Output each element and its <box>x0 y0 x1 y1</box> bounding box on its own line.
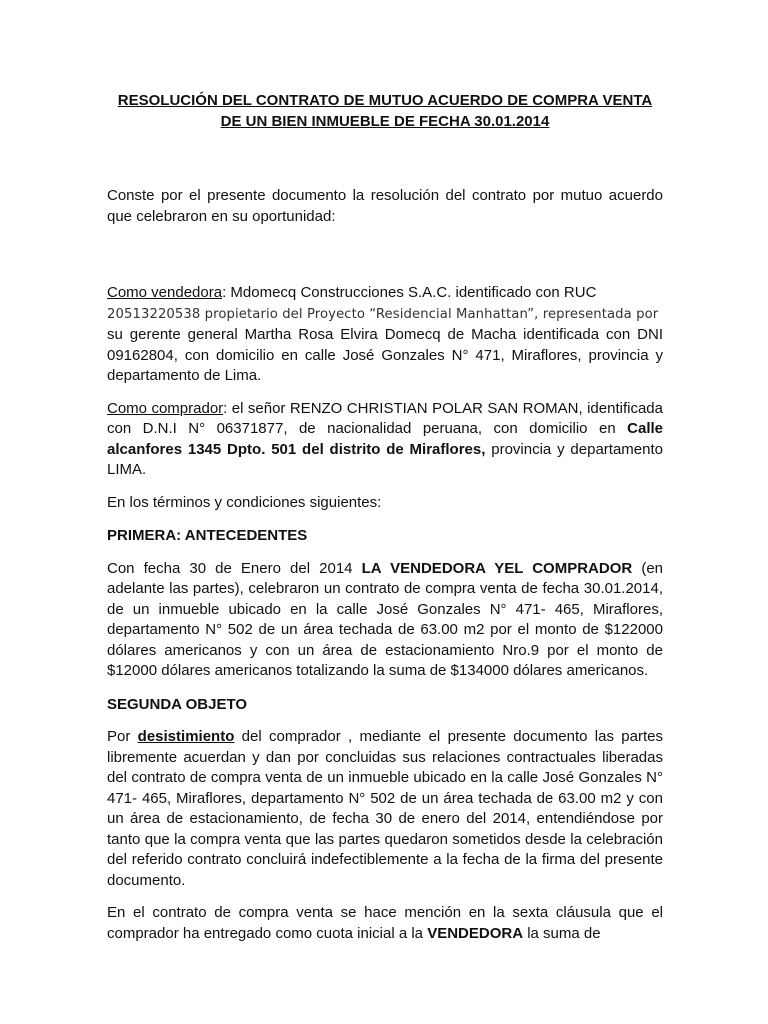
title-line-1: RESOLUCIÓN DEL CONTRATO DE MUTUO ACUERDO DE COMPRA VENTA <box>117 92 653 109</box>
section-2-text-1: Por <box>107 728 138 745</box>
section-2-paragraph <box>107 727 663 891</box>
buyer-text-2: provincia y departamento LIMA. <box>107 440 663 478</box>
document-body <box>107 90 663 944</box>
section-1-text-1: Con fecha 30 de Enero del 2014 <box>107 559 362 577</box>
buyer-address: Calle alcanfores 1345 Dpto. 501 del distrito de Miraflores, <box>107 420 663 458</box>
section-1-text-2: (en adelante las partes), celebraron un contrato de compra venta de fecha 30.01.2014, de un inmueble ubicado en la calle José Gonzales N° 471- 465, Miraflores, departamento N° 502 de un área techada de 63.00 m2 por el monto de $122000 dólares americanos y con un área de estacionamiento Nro.9 por el monto de $12000 dólares americanos totalizando la suma de $134000 dólares americanos. <box>107 559 664 679</box>
seller-text-1: : Mdomecq Construcciones S.A.C. identificado con RUC <box>222 284 597 301</box>
section-2-text-2: del comprador , mediante el presente documento las partes libremente acuerdan y dan por concluidas sus relaciones contractuales liberadas del contrato de compra venta de un inmueble ubicado en la calle José Gonzales N° 471- 465, Miraflores, departamento N° 502 de un área techada de 63.00 m2 y con un área de estacionamiento, de fecha 30 de enero del 2014, entendiéndose por tanto que la compra venta que las partes quedaron sometidos desde la celebración del referido contrato concluirá indefectiblemente a la fecha de la firma del presente documento. <box>107 728 663 889</box>
seller-paragraph <box>107 283 663 387</box>
final-paragraph <box>107 903 663 944</box>
final-seller: VENDEDORA <box>427 924 524 942</box>
title-line-2: DE UN BIEN INMUEBLE DE FECHA 30.01.2014 <box>220 113 550 130</box>
seller-text-3: su gerente general Martha Rosa Elvira Domecq de Macha identificada con DNI 09162804, con domicilio en calle José Gonzales N° 471, Miraflores, provincia y departamento de Lima. <box>107 326 663 384</box>
buyer-label: Como comprador <box>107 399 224 417</box>
section-2-keyword: desistimiento <box>137 728 235 745</box>
seller-label: Como vendedora <box>107 284 223 301</box>
document-title <box>107 90 663 132</box>
section-1-parties: LA VENDEDORA YEL COMPRADOR <box>361 559 633 577</box>
section-1-paragraph <box>107 559 663 682</box>
buyer-paragraph <box>107 399 663 481</box>
intro-paragraph: Conste por el presente documento la resolución del contrato por mutuo acuerdo que celebraron en su oportunidad: <box>107 187 663 225</box>
terms-paragraph: En los términos y condiciones siguientes: <box>107 493 382 511</box>
final-text-2: la suma de <box>523 924 601 942</box>
seller-text-2: 20513220538 propietario del Proyecto “Residencial Manhattan”, representada por <box>107 306 659 322</box>
section-1-heading: PRIMERA: ANTECEDENTES <box>107 527 308 544</box>
final-text-1: En el contrato de compra venta se hace mención en la sexta cláusula que el comprador ha entregado como cuota inicial a la <box>107 904 663 942</box>
section-2-heading: SEGUNDA OBJETO <box>107 695 248 713</box>
buyer-text-1: : el señor RENZO CHRISTIAN POLAR SAN ROMAN, identificada con D.N.I N° 06371877, de nacionalidad peruana, con domicilio en <box>107 399 663 437</box>
